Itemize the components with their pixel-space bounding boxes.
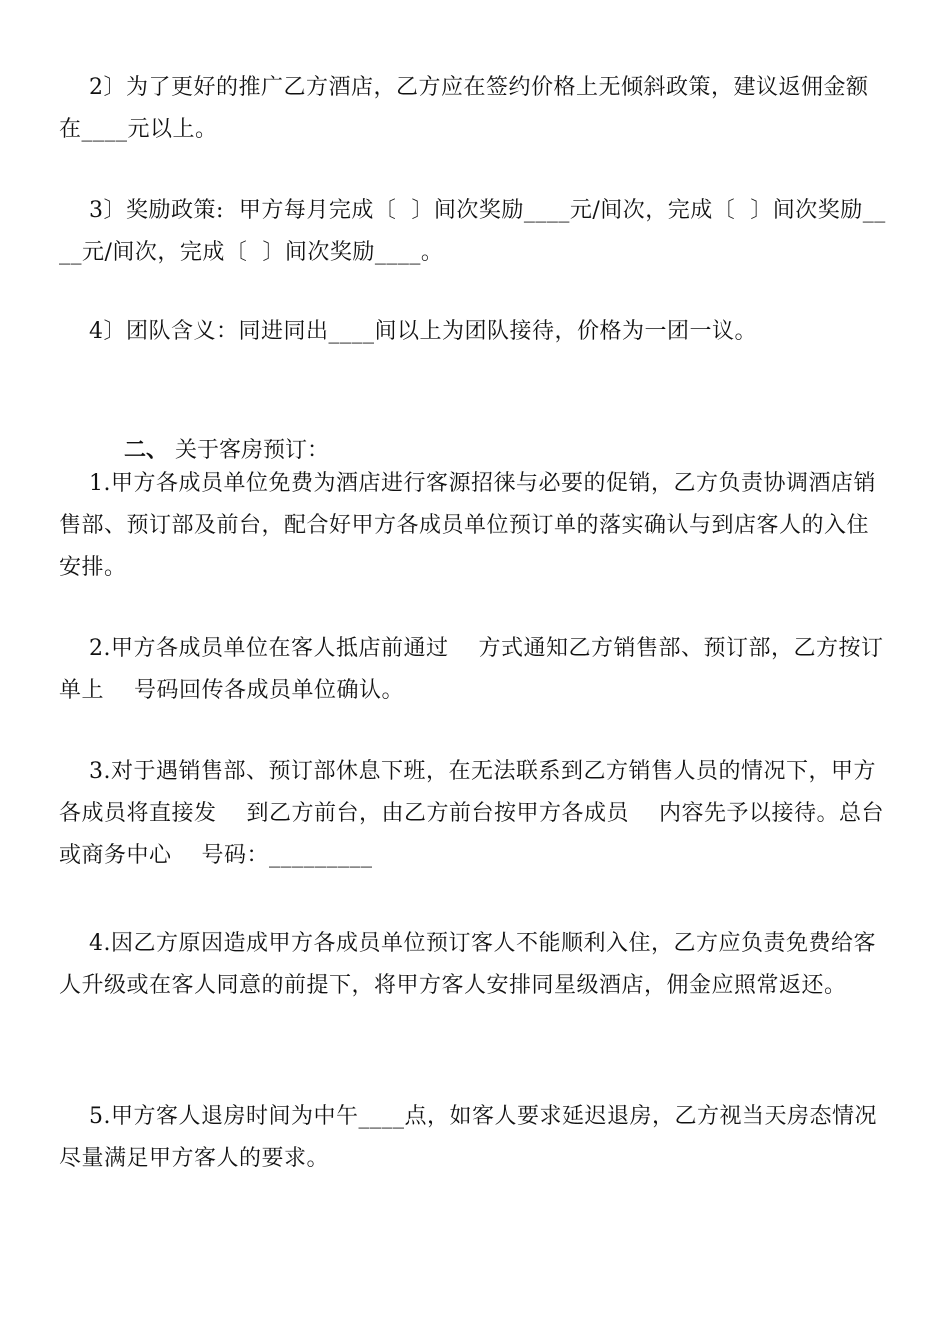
section-number: 二、 bbox=[123, 437, 168, 463]
paragraph-booking-item-1: 1.甲方各成员单位免费为酒店进行客源招徕与必要的促销，乙方负责协调酒店销售部、预订部及前台，配合好甲方各成员单位预订单的落实确认与到店客人的入住安排。 bbox=[59, 471, 876, 580]
paragraph-group-definition: 4〕团队含义：同进同出____间以上为团队接待，价格为一团一议。 bbox=[59, 319, 757, 344]
paragraph-incentive-policy: 3〕奖励政策: 甲方每月完成〔 〕间次奖励____元/间次，完成〔 〕间次奖励____元/间次，完成〔 〕间次奖励____。 bbox=[59, 198, 886, 265]
paragraph-booking-item-5: 5.甲方客人退房时间为中午____点，如客人要求延迟退房，乙方视当天房态情况尽量满足甲方客人的要求。 bbox=[59, 1104, 877, 1171]
paragraph-booking-item-2: 2.甲方各成员单位在客人抵店前通过 方式通知乙方销售部、预订部，乙方按订单上 号码回传各成员单位确认。 bbox=[59, 636, 884, 703]
paragraph-rebate-policy: 2〕为了更好的推广乙方酒店，乙方应在签约价格上无倾斜政策，建议返佣金额在____元以上。 bbox=[59, 75, 869, 142]
section-title: 关于客房预订： bbox=[168, 438, 329, 463]
paragraph-booking-item-4: 4.因乙方原因造成甲方各成员单位预订客人不能顺利入住，乙方应负责免费给客人升级或在客人同意的前提下，将甲方客人安排同星级酒店，佣金应照常返还。 bbox=[59, 931, 876, 998]
paragraph-booking-item-3: 3.对于遇销售部、预订部休息下班，在无法联系到乙方销售人员的情况下，甲方各成员将直接发 到乙方前台，由乙方前台按甲方各成员 内容先予以接待。总台或商务中心 号码：_________ bbox=[59, 759, 884, 868]
